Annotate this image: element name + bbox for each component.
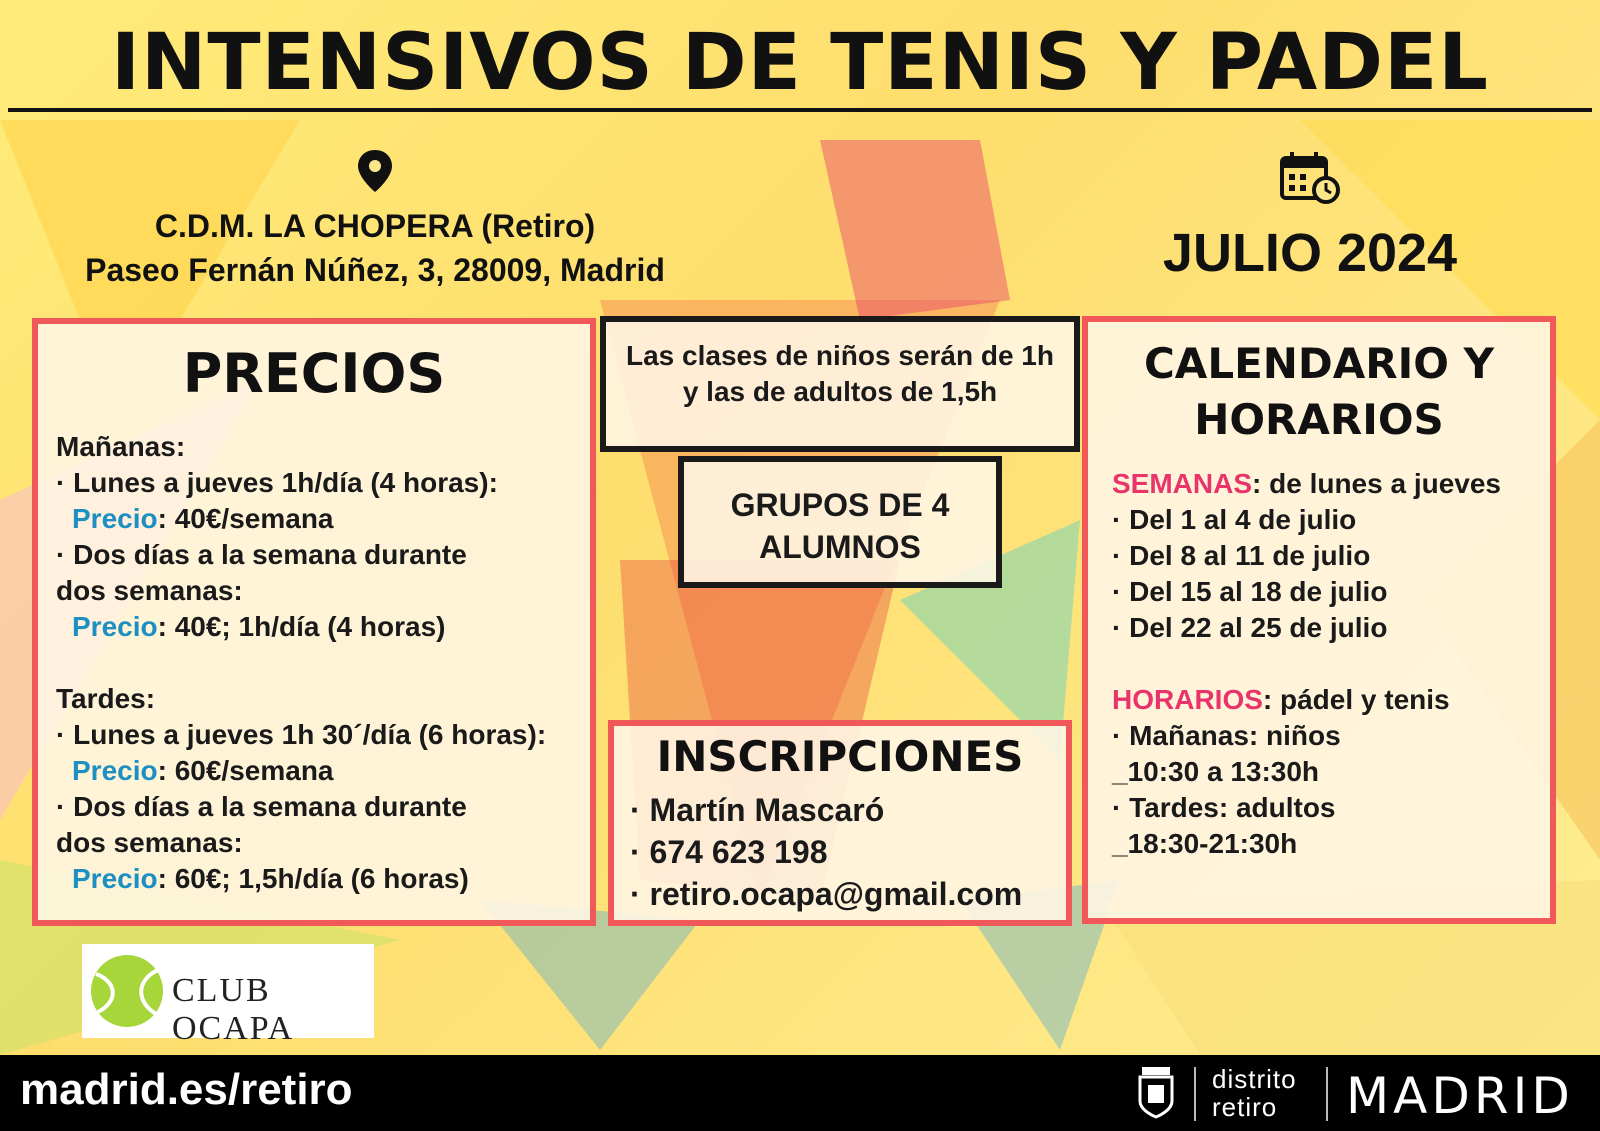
venue-name: C.D.M. LA CHOPERA (Retiro) — [154, 208, 596, 244]
distrito-label — [1212, 1065, 1297, 1121]
mananas-label: Mañanas: — [56, 431, 186, 462]
page-title: INTENSIVOS DE TENIS Y PADEL — [111, 18, 1489, 108]
group-size-note — [678, 456, 1002, 588]
week-item: · Del 1 al 4 de julio — [1112, 504, 1357, 535]
tardes-option-2-price — [56, 861, 572, 897]
tardes-option-1-price — [56, 753, 572, 789]
week-item: · Del 8 al 11 de julio — [1112, 540, 1371, 571]
mananas-option-1-price — [56, 501, 572, 537]
footer-divider — [1194, 1067, 1196, 1121]
logo-text: CLUB OCAPA — [172, 972, 295, 1047]
price-label: Precio — [72, 503, 158, 534]
tardes-label: Tardes: — [56, 683, 156, 714]
class-duration-text: Las clases de niños serán de 1h y las de adultos de 1,5h — [626, 340, 1054, 407]
club-ocapa-logo — [82, 944, 374, 1047]
horarios-heading — [1112, 682, 1526, 718]
mananas-option-2-line-2: dos semanas: — [56, 575, 243, 606]
spacer — [1112, 646, 1526, 682]
schedule-afternoon: · Tardes: adultos — [1112, 792, 1336, 823]
footer-bar — [0, 1055, 1600, 1131]
semanas-label: SEMANAS — [1112, 468, 1253, 499]
price-label: Precio — [72, 611, 158, 642]
madrid-coat-of-arms-icon — [1138, 1067, 1174, 1119]
price-value: : 60€/semana — [157, 755, 334, 786]
tardes-option-2-line-2: dos semanas: — [56, 827, 243, 858]
madrid-wordmark: MADRID — [1346, 1067, 1574, 1125]
contact-email[interactable]: · retiro.ocapa@gmail.com — [630, 876, 1023, 912]
mananas-option-1: · Lunes a jueves 1h/día (4 horas): — [56, 467, 498, 498]
contact-phone[interactable]: · 674 623 198 — [630, 834, 828, 870]
location-block — [40, 148, 710, 292]
week-item: · Del 15 al 18 de julio — [1112, 576, 1388, 607]
calendario-panel — [1082, 316, 1556, 924]
distrito-line-2: retiro — [1212, 1092, 1278, 1122]
mananas-option-2-line-1: · Dos días a la semana durante — [56, 539, 467, 570]
precios-panel — [32, 318, 596, 926]
class-duration-note — [600, 316, 1080, 452]
distrito-line-1: distrito — [1212, 1064, 1297, 1094]
schedule-morning: · Mañanas: niños — [1112, 720, 1341, 751]
calendario-title: CALENDARIO Y HORARIOS — [1143, 339, 1494, 444]
inscripciones-panel — [608, 720, 1072, 926]
tennis-ball-icon — [88, 952, 166, 1030]
contact-name: · Martín Mascaró — [630, 792, 885, 828]
title-underline — [8, 108, 1592, 112]
price-label: Precio — [72, 755, 158, 786]
semanas-heading — [1112, 466, 1526, 502]
group-size-text: GRUPOS DE 4 ALUMNOS — [730, 487, 950, 565]
schedule-afternoon-time: _18:30-21:30h — [1112, 828, 1298, 859]
date-block — [1140, 150, 1480, 284]
date-text: JULIO 2024 — [1162, 223, 1458, 283]
price-value: : 40€; 1h/día (4 horas) — [157, 611, 446, 642]
location-pin-icon — [355, 148, 395, 194]
footer-divider — [1326, 1067, 1328, 1121]
schedule-morning-time: _10:30 a 13:30h — [1112, 756, 1320, 787]
price-value: : 60€; 1,5h/día (6 horas) — [157, 863, 469, 894]
price-label: Precio — [72, 863, 158, 894]
week-item: · Del 22 al 25 de julio — [1112, 612, 1388, 643]
spacer — [56, 645, 572, 681]
mananas-option-2-price — [56, 609, 572, 645]
calendar-clock-icon — [1280, 150, 1340, 204]
horarios-label: HORARIOS — [1112, 684, 1263, 715]
tardes-option-2-line-1: · Dos días a la semana durante — [56, 791, 467, 822]
precios-title: PRECIOS — [182, 342, 446, 405]
price-value: : 40€/semana — [157, 503, 334, 534]
footer-url[interactable]: madrid.es/retiro — [20, 1065, 353, 1114]
horarios-rest: : pádel y tenis — [1262, 684, 1450, 715]
tardes-option-1: · Lunes a jueves 1h 30´/día (6 horas): — [56, 719, 547, 750]
venue-address: Paseo Fernán Núñez, 3, 28009, Madrid — [85, 252, 665, 288]
inscripciones-title: INSCRIPCIONES — [656, 732, 1024, 781]
semanas-rest: : de lunes a jueves — [1252, 468, 1502, 499]
